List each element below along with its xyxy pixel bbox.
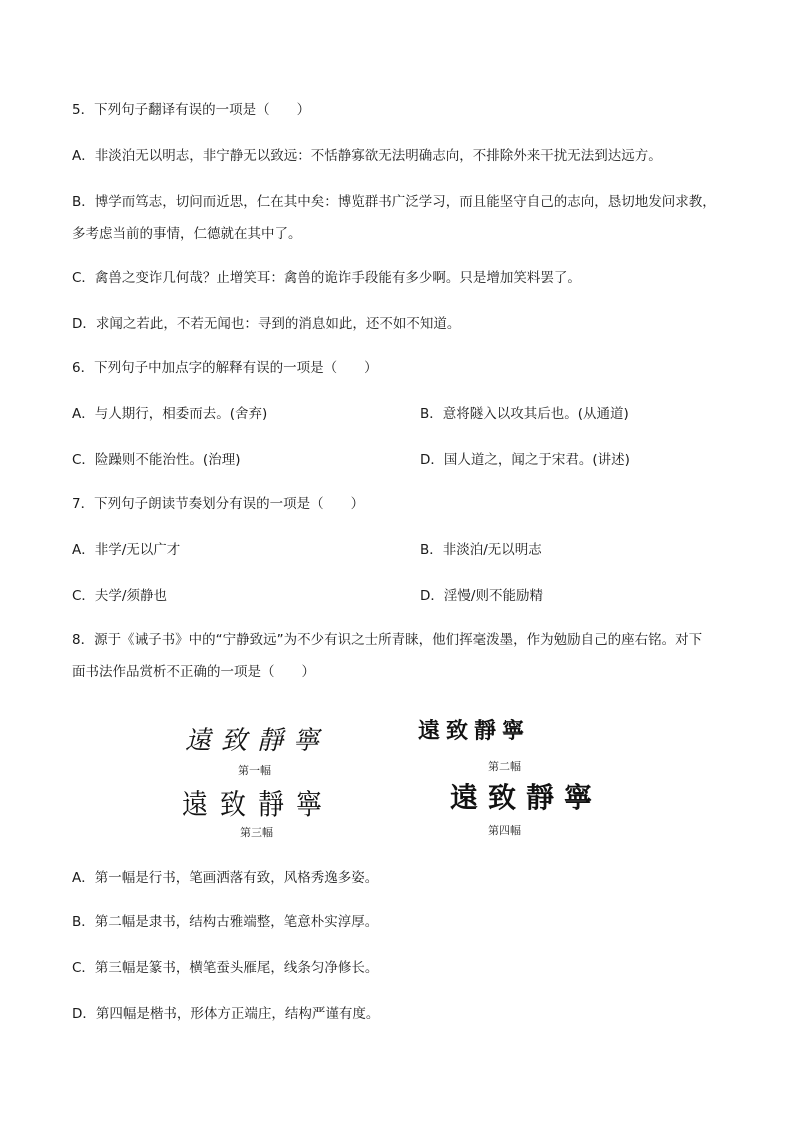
- q8-option-d: D．第四幅是楷书，形体方正端庄，结构严谨有度。: [72, 1006, 380, 1022]
- q5-option-b-line2: 多考虑当前的事情，仁德就在其中了。: [72, 226, 302, 242]
- caption-work-2: 第二幅: [488, 760, 521, 773]
- q7-option-b: B．非淡泊/无以明志: [420, 542, 542, 558]
- q6-option-c: C．险躁则不能治性。(治理): [72, 452, 241, 468]
- calligraphy-work-3: 遠致靜寧: [182, 788, 335, 822]
- calligraphy-work-1: 遠致靜寧: [185, 726, 330, 756]
- q8-stem-line1: 8．源于《诫子书》中的“宁静致远”为不少有识之士所青睐，他们挥毫泼墨，作为勉励自己的座右铭。对下: [72, 632, 703, 648]
- q5-stem: 5．下列句子翻译有误的一项是（ ）: [72, 102, 311, 118]
- q5-option-d: D．求闻之若此，不若无闻也：寻到的消息如此，还不如不知道。: [72, 316, 461, 332]
- q7-option-a: A．非学/无以广才: [72, 542, 181, 558]
- q7-option-d: D．淫慢/则不能励精: [420, 588, 543, 604]
- q7-stem: 7．下列句子朗读节奏划分有误的一项是（ ）: [72, 496, 365, 512]
- q6-option-a: A．与人期行，相委而去。(舍弃): [72, 406, 268, 422]
- q8-option-b: B．第二幅是隶书，结构古雅端整，笔意朴实淳厚。: [72, 914, 379, 930]
- q8-stem-line2: 面书法作品赏析不正确的一项是（ ）: [72, 664, 315, 680]
- calligraphy-figure: [150, 700, 650, 850]
- q5-option-c: C．禽兽之变诈几何哉？止增笑耳：禽兽的诡诈手段能有多少啊。只是增加笑料罢了。: [72, 270, 581, 286]
- q5-option-b-line1: B．博学而笃志，切问而近思，仁在其中矣：博览群书广泛学习，而且能坚守自己的志向，恳切地发问求教，: [72, 194, 716, 210]
- q8-option-c: C．第三幅是篆书，横笔蚕头雁尾，线条匀净修长。: [72, 960, 379, 976]
- q8-option-a: A．第一幅是行书，笔画洒落有致，风格秀逸多姿。: [72, 870, 379, 886]
- q7-row-1: [72, 540, 732, 560]
- q6-row-2: [72, 450, 732, 470]
- q7-row-2: [72, 586, 732, 606]
- caption-work-1: 第一幅: [238, 764, 271, 777]
- q7-option-c: C．夫学/须静也: [72, 588, 167, 604]
- q5-option-a: A．非淡泊无以明志，非宁静无以致远：不恬静寡欲无法明确志向，不排除外来干扰无法到达远方。: [72, 148, 662, 164]
- caption-work-4: 第四幅: [488, 824, 521, 837]
- q6-stem: 6．下列句子中加点字的解释有误的一项是（ ）: [72, 360, 378, 376]
- q6-option-b: B．意将隧入以攻其后也。(从通道): [420, 406, 629, 422]
- q6-option-d: D．国人道之，闻之于宋君。(讲述): [420, 452, 630, 468]
- calligraphy-work-4: 遠致靜寧: [450, 781, 603, 814]
- caption-work-3: 第三幅: [240, 826, 273, 839]
- q6-row-1: [72, 404, 732, 424]
- calligraphy-work-2: 遠致靜寧: [418, 718, 531, 744]
